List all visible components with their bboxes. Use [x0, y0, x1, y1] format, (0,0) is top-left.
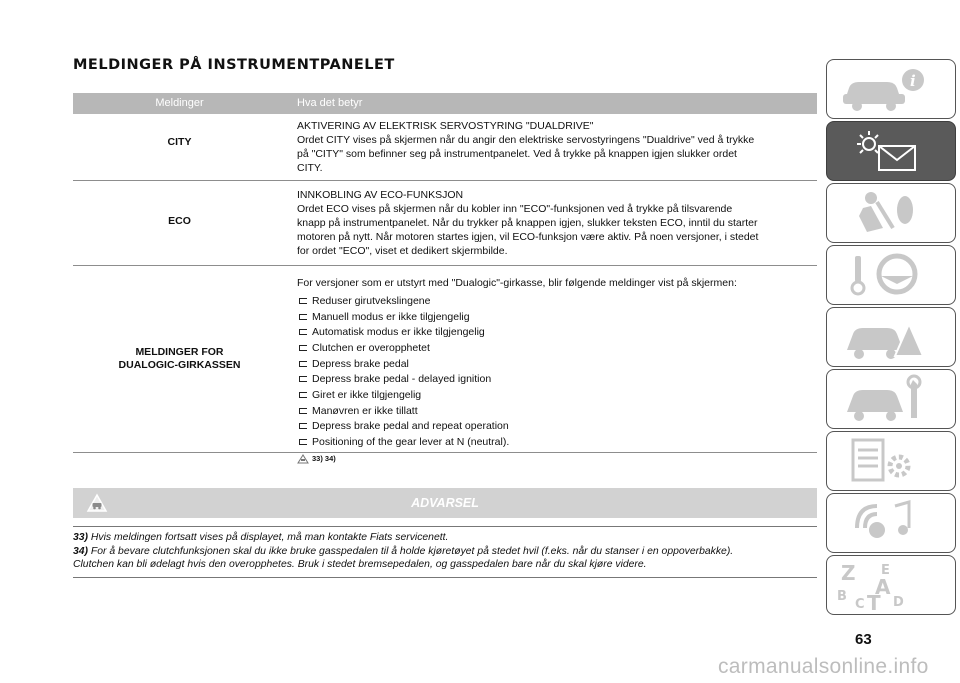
message-description — [286, 114, 817, 180]
message-name: ECO — [168, 215, 191, 227]
warning-note: 33) Hvis meldingen fortsatt vises på displayet, må man kontakte Fiats servicenett. — [73, 532, 449, 543]
multimedia-icon — [837, 498, 937, 548]
table-row-dualogic — [73, 266, 817, 463]
alphabetical-index-icon — [837, 560, 937, 610]
key-steering-wheel-icon — [837, 250, 937, 300]
display-bracket-icon — [299, 314, 307, 320]
table-row-city — [73, 114, 817, 181]
table-header — [73, 93, 817, 114]
warning-note: 34) For å bevare clutchfunksjonen skal du ikke bruke gasspedalen til å holde kjøretøyet på stedet hvil (f.eks. når du stanser i en oppoverbakke). — [73, 545, 734, 557]
warning-body — [73, 526, 817, 578]
message-name-line: MELDINGER FOR — [135, 346, 224, 358]
list-item: Depress brake pedal and repeat operation — [297, 419, 813, 435]
table-row-eco — [73, 181, 817, 266]
svg-text:i: i — [910, 72, 916, 90]
svg-text:D: D — [893, 595, 904, 610]
svg-text:T: T — [867, 591, 881, 610]
car-wrench-icon — [837, 374, 937, 424]
message-description — [286, 181, 817, 265]
list-item: Depress brake pedal - delayed ignition — [297, 371, 813, 387]
display-bracket-icon — [299, 376, 307, 382]
tab-emergency[interactable] — [826, 307, 956, 367]
svg-text:B: B — [837, 589, 847, 604]
description-line: AKTIVERING AV ELEKTRISK SERVOSTYRING "DUALDRIVE" — [297, 120, 594, 132]
description-line: INNKOBLING AV ECO-FUNKSJON — [297, 189, 464, 201]
description-line: på "CITY" som befinner seg på instrumentpanelet. Ved å trykke på knappen igjen slukker ordet — [297, 148, 737, 160]
warning-header — [73, 488, 817, 518]
description-line: motoren på nytt. Når motoren startes igjen, vil ECO-funksjon være aktiv. På noen versjoner, i stedet — [297, 231, 759, 243]
display-bracket-icon — [299, 329, 307, 335]
message-list — [297, 293, 813, 450]
description-line: Ordet CITY vises på skjermen når du angir den elektriske servostyringens "Dualdrive" ved å trykke — [297, 134, 755, 146]
tab-starting-driving[interactable] — [826, 245, 956, 305]
display-bracket-icon — [299, 408, 307, 414]
description-line: knapp på instrumentpanelet. Når du trykker på knappen igjen, slukker teksten ECO, inntil du starter — [297, 217, 758, 229]
description-line: CITY. — [297, 162, 323, 174]
message-name — [73, 266, 286, 452]
page-number: 63 — [855, 631, 872, 648]
header-messages: Meldinger — [155, 97, 204, 109]
tab-car-info[interactable] — [826, 59, 956, 119]
list-item: Positioning of the gear lever at N (neutral). — [297, 434, 813, 450]
list-gear-icon — [837, 436, 937, 486]
warning-note: Clutchen kan bli ødelagt hvis den overopphetes. Bruk i stedet bremsepedalen, og gasspedalen bare når du skal kjøre videre. — [73, 559, 647, 571]
message-description — [286, 266, 817, 463]
display-bracket-icon — [299, 392, 307, 398]
description-line: Ordet ECO vises på skjermen når du kobler inn "ECO"-funksjonen ved å trykke på tilsvarende — [297, 203, 733, 215]
svg-text:A: A — [875, 575, 891, 599]
messages-table — [73, 93, 817, 463]
list-item: Giret er ikke tilgjengelig — [297, 387, 813, 403]
reference-numbers: 33) 34) — [312, 453, 336, 463]
tab-index[interactable] — [826, 555, 956, 615]
list-item: Reduser girutvekslingene — [297, 293, 813, 309]
tab-multimedia[interactable] — [826, 493, 956, 553]
tab-technical-data[interactable] — [826, 431, 956, 491]
message-name: CITY — [167, 136, 192, 148]
tab-maintenance[interactable] — [826, 369, 956, 429]
display-bracket-icon — [299, 345, 307, 351]
warning-title: ADVARSEL — [411, 496, 479, 510]
description-line: for ordet "ECO", viset et dedikert skjermbilde. — [297, 245, 508, 257]
svg-text:C: C — [855, 597, 865, 610]
header-meaning: Hva det betyr — [297, 97, 363, 109]
page-title: MELDINGER PÅ INSTRUMENTPANELET — [73, 57, 395, 73]
warning-car-icon — [297, 454, 309, 464]
message-name-line: DUALOGIC-GIRKASSEN — [118, 359, 241, 371]
list-item: Manøvren er ikke tillatt — [297, 403, 813, 419]
warning-light-envelope-icon — [837, 126, 937, 176]
seat-airbag-icon — [837, 188, 937, 238]
svg-text:Z: Z — [841, 561, 856, 585]
watermark: carmanualsonline.info — [718, 655, 929, 678]
list-item: Depress brake pedal — [297, 356, 813, 372]
tab-safety[interactable] — [826, 183, 956, 243]
tab-warning-lights[interactable] — [826, 121, 956, 181]
description-intro: For versjoner som er utstyrt med "Dualogic"-girkasse, blir følgende meldinger vist på skjermen: — [297, 277, 737, 289]
list-item: Manuell modus er ikke tilgjengelig — [297, 309, 813, 325]
display-bracket-icon — [299, 423, 307, 429]
warning-references[interactable] — [297, 452, 813, 466]
list-item: Clutchen er overopphetet — [297, 340, 813, 356]
display-bracket-icon — [299, 439, 307, 445]
car-info-icon — [837, 64, 937, 114]
display-bracket-icon — [299, 361, 307, 367]
display-bracket-icon — [299, 298, 307, 304]
list-item: Automatisk modus er ikke tilgjengelig — [297, 324, 813, 340]
car-breakdown-icon — [837, 312, 937, 362]
svg-text:E: E — [881, 563, 890, 578]
